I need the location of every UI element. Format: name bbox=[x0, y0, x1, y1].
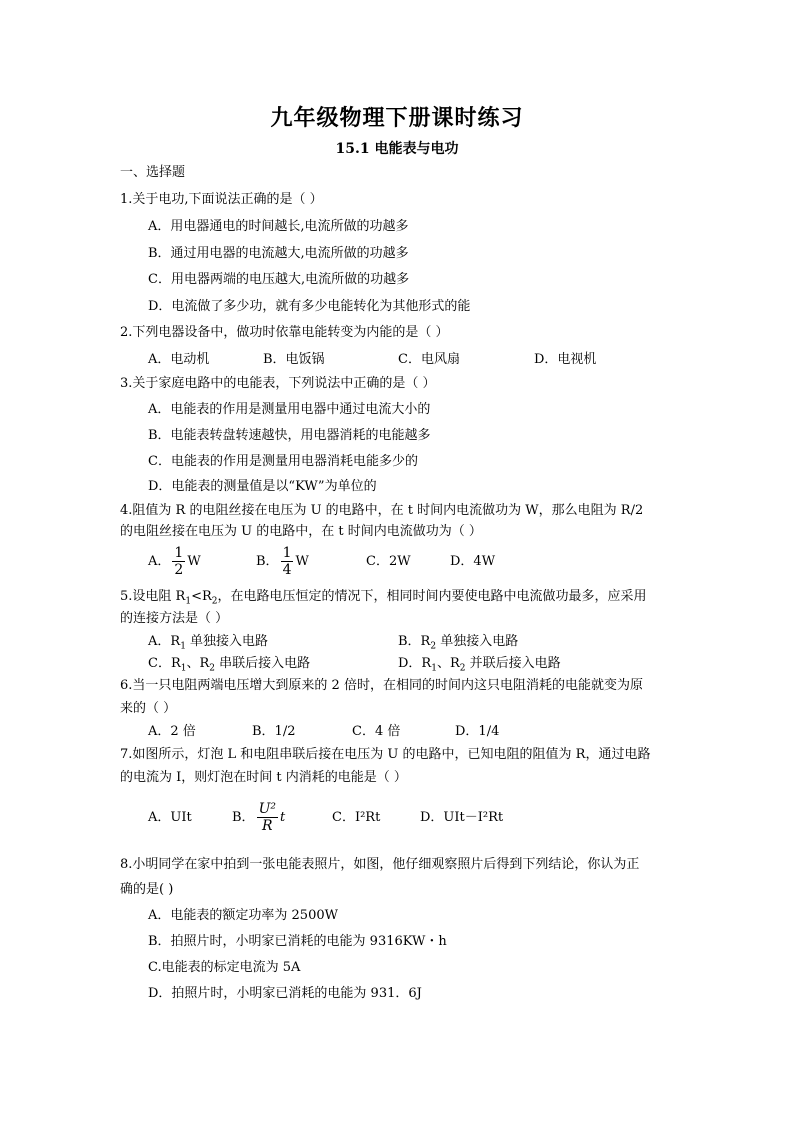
q8-stem-line1: 8.小明同学在家中拍到一张电能表照片，如图，他仔细观察照片后得到下列结论，你认为正 bbox=[120, 857, 640, 872]
q5-stem-sub2: 2 bbox=[211, 596, 218, 607]
q1-option-d: D．电流做了多少功，就有多少电能转化为其他形式的能 bbox=[148, 299, 471, 314]
q5-stem-part1: 5.设电阻 R bbox=[120, 589, 186, 604]
q5-option-a bbox=[148, 632, 268, 652]
q4-option-b-unit: W bbox=[295, 554, 309, 569]
q2-option-c: C．电风扇 bbox=[398, 352, 460, 367]
q6-option-d: D．1/4 bbox=[455, 724, 500, 739]
q4-option-a-label: A． bbox=[148, 554, 171, 569]
q1-option-c: C．用电器两端的电压越大,电流所做的功越多 bbox=[148, 272, 410, 287]
q7-option-b bbox=[232, 798, 285, 838]
q7-option-b-numerator: U² bbox=[258, 801, 276, 817]
section-heading: 一、选择题 bbox=[120, 165, 186, 180]
q4-option-b-numerator: 1 bbox=[282, 545, 292, 561]
q4-option-a-fraction bbox=[172, 545, 185, 578]
q8-option-a: A．电能表的额定功率为 2500W bbox=[148, 908, 338, 923]
q3-option-b: B．电能表转盘转速越快，用电器消耗的电能越多 bbox=[148, 428, 431, 443]
q4-option-b-denominator: 4 bbox=[282, 562, 292, 578]
q7-stem-line2: 的电流为 I，则灯泡在时间 t 内消耗的电能是（ ） bbox=[120, 770, 407, 785]
q6-stem-line2: 来的（ ） bbox=[120, 701, 177, 716]
q7-option-b-denominator: R bbox=[262, 818, 273, 834]
q5-option-c-sub2: 2 bbox=[209, 663, 216, 674]
q5-option-b-part2: 单独接入电路 bbox=[436, 634, 519, 649]
q8-option-b: B．拍照片时，小明家已消耗的电能为 9316KW・h bbox=[148, 934, 447, 949]
page-subtitle: 15.1 电能表与电功 bbox=[335, 141, 459, 157]
q7-stem-line1: 7.如图所示，灯泡 L 和电阻串联后接在电压为 U 的电路中，已知电阻的阻值为 R，通过电路 bbox=[120, 747, 651, 762]
q4-option-b-label: B． bbox=[256, 554, 279, 569]
q4-option-b bbox=[256, 542, 309, 582]
q8-option-c: C.电能表的标定电流为 5A bbox=[148, 960, 301, 975]
q4-option-b-fraction bbox=[281, 545, 294, 578]
q4-option-d: D．4W bbox=[450, 554, 496, 569]
q5-stem-line1 bbox=[120, 587, 647, 607]
q5-option-b-sub: 2 bbox=[430, 641, 437, 652]
q5-option-c-part3: 串联后接入电路 bbox=[215, 656, 311, 671]
q5-stem-sub1: 1 bbox=[185, 596, 192, 607]
q8-stem-line2: 确的是( ) bbox=[120, 882, 174, 897]
q1-option-b: B．通过用电器的电流越大,电流所做的功越多 bbox=[148, 246, 409, 261]
q7-option-b-label: B． bbox=[232, 810, 255, 825]
q5-option-d-part3: 并联后接入电路 bbox=[465, 656, 561, 671]
q7-option-d: D．UIt－I²Rt bbox=[420, 810, 504, 825]
q8-option-d: D．拍照片时，小明家已消耗的电能为 931．6J bbox=[148, 986, 422, 1001]
q6-option-c: C．4 倍 bbox=[352, 724, 401, 739]
q2-stem: 2.下列电器设备中，做功时依靠电能转变为内能的是（ ） bbox=[120, 325, 449, 340]
q4-option-c: C．2W bbox=[366, 554, 411, 569]
q5-option-b-part1: B．R bbox=[398, 634, 431, 649]
q4-option-a-unit: W bbox=[187, 554, 201, 569]
q6-option-b: B．1/2 bbox=[252, 724, 296, 739]
q5-stem-line2: 的连接方法是（ ） bbox=[120, 611, 229, 626]
q5-option-b bbox=[398, 632, 518, 652]
q5-option-d-part1: D．R bbox=[398, 656, 432, 671]
q5-option-d-sub1: 1 bbox=[431, 663, 437, 674]
q5-option-d-sub2: 2 bbox=[459, 663, 466, 674]
q6-stem-line1: 6.当一只电阻两端电压增大到原来的 2 倍时，在相同的时间内这只电阻消耗的电能就变为原 bbox=[120, 678, 643, 693]
q6-option-a: A．2 倍 bbox=[148, 724, 196, 739]
q5-option-c-part1: C．R bbox=[148, 656, 181, 671]
q5-option-d bbox=[398, 654, 561, 674]
q7-option-b-t: t bbox=[279, 810, 286, 825]
q2-option-b: B．电饭锅 bbox=[263, 352, 325, 367]
q7-option-b-fraction bbox=[257, 801, 278, 834]
q5-option-c-sub1: 1 bbox=[180, 663, 187, 674]
q3-stem: 3.关于家庭电路中的电能表，下列说法中正确的是（ ） bbox=[120, 376, 436, 391]
q5-option-d-part2: 、R bbox=[436, 656, 460, 671]
q5-stem-part2: <R bbox=[191, 589, 212, 604]
q7-option-a: A．UIt bbox=[148, 810, 192, 825]
q4-option-a-numerator: 1 bbox=[174, 545, 184, 561]
q3-option-c: C．电能表的作用是测量用电器消耗电能多少的 bbox=[148, 454, 418, 469]
q3-option-d: D．电能表的测量值是以“KW”为单位的 bbox=[148, 479, 377, 494]
q4-option-a-denominator: 2 bbox=[174, 562, 184, 578]
q3-option-a: A．电能表的作用是测量用电器中通过电流大小的 bbox=[148, 402, 431, 417]
q4-option-a bbox=[148, 542, 201, 582]
q2-option-a: A．电动机 bbox=[148, 352, 210, 367]
q4-stem-line2: 的电阻丝接在电压为 U 的电路中，在 t 时间内电流做功为（ ） bbox=[120, 524, 482, 539]
q5-option-a-part2: 单独接入电路 bbox=[185, 634, 269, 649]
q5-option-c bbox=[148, 654, 310, 674]
q5-option-a-sub: 1 bbox=[180, 641, 186, 652]
q1-option-a: A．用电器通电的时间越长,电流所做的功越多 bbox=[148, 219, 409, 234]
page-title: 九年级物理下册课时练习 bbox=[270, 105, 524, 131]
q7-option-c: C．I²Rt bbox=[332, 810, 381, 825]
q1-stem: 1.关于电功,下面说法正确的是（ ） bbox=[120, 192, 323, 207]
q5-stem-part3: ，在电路电压恒定的情况下，相同时间内要使电路中电流做功最多，应采用 bbox=[217, 589, 647, 604]
q2-option-d: D．电视机 bbox=[534, 352, 597, 367]
q4-stem-line1: 4.阻值为 R 的电阻丝接在电压为 U 的电路中，在 t 时间内电流做功为 W，那么电阻为 R/2 bbox=[120, 503, 644, 518]
q5-option-c-part2: 、R bbox=[186, 656, 210, 671]
q5-option-a-part1: A．R bbox=[148, 634, 181, 649]
